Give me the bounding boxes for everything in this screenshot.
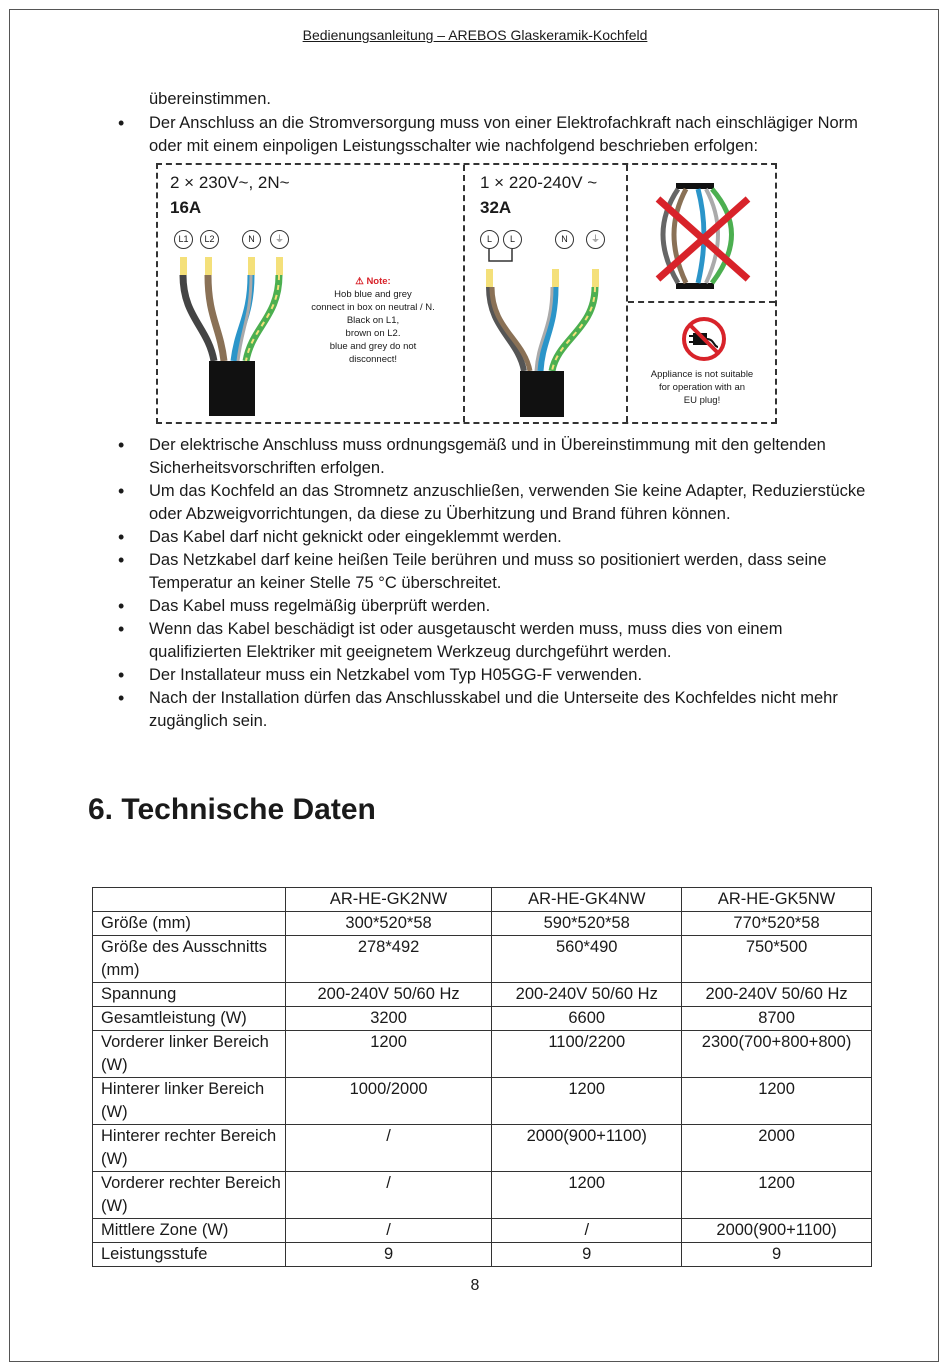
divider	[626, 165, 628, 422]
row-label: Vorderer linker Bereich (W)	[93, 1031, 286, 1078]
note-line: EU plug!	[683, 395, 721, 406]
row-label: Vorderer rechter Bereich (W)	[93, 1172, 286, 1219]
right-amp-label: 32A	[480, 198, 512, 217]
row-label: Gesamtleistung (W)	[93, 1007, 286, 1031]
table-header-row	[93, 888, 872, 912]
list-item: • Wenn das Kabel beschädigt ist oder ausgetauscht werden muss, muss dies von einem qualifizierten Elektriker mit geeignetem Werkzeug durchgeführt werden.	[118, 618, 878, 664]
table-cell: 590*520*58	[492, 912, 682, 936]
table-cell: 3200	[285, 1007, 492, 1031]
terminal-l1: L1	[174, 230, 193, 249]
wiring-note	[298, 275, 448, 366]
note-line: Appliance is not suitable	[650, 369, 754, 380]
divider	[463, 165, 465, 422]
no-plug-icon	[680, 315, 728, 363]
table-row	[93, 1172, 872, 1219]
table-cell: 1000/2000	[285, 1078, 492, 1125]
terminal-l2: L2	[200, 230, 219, 249]
table-row	[93, 983, 872, 1007]
terminal-n: N	[242, 230, 261, 249]
terminal-l: L	[503, 230, 522, 249]
table-cell: 2000(900+1100)	[682, 1219, 872, 1243]
warning-icon: ⚠ Note:	[355, 276, 391, 287]
row-label: Größe (mm)	[93, 912, 286, 936]
row-label: Spannung	[93, 983, 286, 1007]
table-cell: 9	[285, 1243, 492, 1267]
table-cell: 1200	[492, 1172, 682, 1219]
four-wire-cable-icon	[168, 257, 298, 417]
header-text: Bedienungsanleitung – AREBOS Glaskeramik-Kochfeld	[302, 27, 648, 43]
table-cell: /	[285, 1125, 492, 1172]
table-row	[93, 1219, 872, 1243]
wiring-diagram	[156, 163, 777, 424]
list-item: • Das Netzkabel darf keine heißen Teile berühren und muss so positioniert werden, dass seine Temperatur an keiner Stelle 75 °C überschreitet.	[118, 549, 878, 595]
note-line: disconnect!	[348, 354, 398, 365]
table-cell: /	[285, 1172, 492, 1219]
row-label: Hinterer linker Bereich (W)	[93, 1078, 286, 1125]
terminal-l: L	[480, 230, 499, 249]
note-line: brown on L2.	[345, 328, 401, 339]
table-cell: 200-240V 50/60 Hz	[285, 983, 492, 1007]
note-line: connect in box on neutral / N.	[311, 302, 435, 313]
table-cell: 560*490	[492, 936, 682, 983]
right-voltage-label: 1 × 220-240V ~	[480, 173, 598, 192]
page-number: 8	[470, 1277, 480, 1294]
table-row	[93, 1243, 872, 1267]
header-cell: AR-HE-GK4NW	[492, 888, 682, 912]
list-item: • Um das Kochfeld an das Stromnetz anzuschließen, verwenden Sie keine Adapter, Reduzierstücke oder Abzweigvorrichtungen, da diese zu Überhitzung und Brand führen können.	[118, 480, 878, 526]
table-row	[93, 1125, 872, 1172]
list-item: • Der Installateur muss ein Netzkabel vom Typ H05GG-F verwenden.	[118, 664, 878, 687]
note-title: Note:	[366, 276, 391, 287]
continuation-line: übereinstimmen.	[149, 90, 271, 108]
row-label: Hinterer rechter Bereich (W)	[93, 1125, 286, 1172]
table-cell: 6600	[492, 1007, 682, 1031]
bullet-list-top	[118, 112, 878, 158]
terminal-ground: ⏚	[270, 230, 289, 249]
note-line: for operation with an	[658, 382, 746, 393]
list-item: • Der elektrische Anschluss muss ordnungsgemäß und in Übereinstimmung mit den geltenden Sicherheitsvorschriften erfolgen.	[118, 434, 878, 480]
list-item: • Das Kabel darf nicht geknickt oder eingeklemmt werden.	[118, 526, 878, 549]
table-cell: 1200	[285, 1031, 492, 1078]
table-cell: 278*492	[285, 936, 492, 983]
table-cell: 1100/2200	[492, 1031, 682, 1078]
table-row	[93, 912, 872, 936]
table-cell: 750*500	[682, 936, 872, 983]
terminal-ground: ⏚	[586, 230, 605, 249]
table-row	[93, 1007, 872, 1031]
table-row	[93, 1031, 872, 1078]
table-cell: /	[492, 1219, 682, 1243]
row-label: Mittlere Zone (W)	[93, 1219, 286, 1243]
divider	[628, 301, 775, 303]
table-row	[93, 1078, 872, 1125]
table-row	[93, 936, 872, 983]
list-item: • Das Kabel muss regelmäßig überprüft werden.	[118, 595, 878, 618]
list-item: • Nach der Installation dürfen das Anschlusskabel und die Unterseite des Kochfeldes nicht mehr zugänglich sein.	[118, 687, 878, 733]
note-line: blue and grey do not	[329, 341, 417, 352]
table-cell: 2000(900+1100)	[492, 1125, 682, 1172]
table-cell: 300*520*58	[285, 912, 492, 936]
crossed-out-wiring-icon	[648, 179, 763, 294]
table-cell: 2000	[682, 1125, 872, 1172]
table-cell: 9	[682, 1243, 872, 1267]
bullet-list-bottom	[118, 434, 878, 733]
table-cell: 9	[492, 1243, 682, 1267]
table-cell: 2300(700+800+800)	[682, 1031, 872, 1078]
header-cell	[93, 888, 286, 912]
terminal-n: N	[555, 230, 574, 249]
table-cell: 1200	[682, 1078, 872, 1125]
left-amp-label: 16A	[170, 198, 202, 217]
left-voltage-label: 2 × 230V~, 2N~	[170, 173, 290, 192]
three-wire-cable-icon	[478, 249, 608, 419]
section-title: 6. Technische Daten	[88, 793, 376, 826]
table-cell: 1200	[492, 1078, 682, 1125]
table-cell: 1200	[682, 1172, 872, 1219]
page-header	[0, 27, 950, 43]
table-cell: 8700	[682, 1007, 872, 1031]
header-cell: AR-HE-GK2NW	[285, 888, 492, 912]
row-label: Größe des Ausschnitts (mm)	[93, 936, 286, 983]
row-label: Leistungsstufe	[93, 1243, 286, 1267]
table-cell: 200-240V 50/60 Hz	[492, 983, 682, 1007]
table-cell: 770*520*58	[682, 912, 872, 936]
list-item: • Der Anschluss an die Stromversorgung muss von einer Elektrofachkraft nach einschlägiger Norm oder mit einem einpoligen Leistungsschalter wie nachfolgend beschrieben erfolgen:	[118, 112, 878, 158]
table-cell: /	[285, 1219, 492, 1243]
table-cell: 200-240V 50/60 Hz	[682, 983, 872, 1007]
plug-note	[632, 368, 772, 407]
note-line: Black on L1,	[346, 315, 400, 326]
header-cell: AR-HE-GK5NW	[682, 888, 872, 912]
spec-table	[92, 887, 872, 1267]
note-line: Hob blue and grey	[334, 289, 412, 300]
